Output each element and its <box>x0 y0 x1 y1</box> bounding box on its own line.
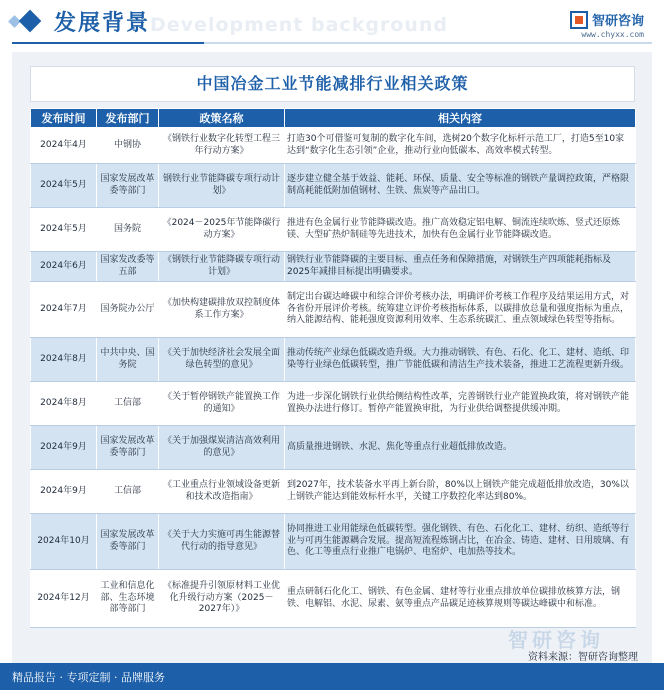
cell-dept: 工信部 <box>97 470 159 514</box>
cell-content: 打造30个可借鉴可复制的数字化车间，选树20个数字化标杆示范工厂，打造5至10家达到“数字化生态引领”企业，推动行业向低碳本、高效率模式转型。 <box>285 128 636 164</box>
cell-policy-name: 《标准提升引领原材料工业优化升级行动方案（2025－2027年）》 <box>159 570 285 628</box>
cell-dept: 国务院办公厅 <box>97 282 159 338</box>
table-row <box>31 252 636 282</box>
content-panel <box>12 52 652 663</box>
cell-policy-name: 《工业重点行业领域设备更新和技术改造指南》 <box>159 470 285 514</box>
table-row <box>31 208 636 252</box>
logo-url[interactable]: www.chyxx.com <box>581 30 644 39</box>
table-header-row <box>31 109 636 128</box>
cell-time: 2024年8月 <box>31 382 97 426</box>
cell-time: 2024年10月 <box>31 514 97 570</box>
column-header-time: 发布时间 <box>31 109 97 128</box>
cell-time: 2024年5月 <box>31 208 97 252</box>
table-row <box>31 164 636 208</box>
logo-name: 智研咨询 <box>591 14 644 29</box>
table-row <box>31 570 636 628</box>
cell-policy-name: 《钢铁行业数字化转型工程三年行动方案》 <box>159 128 285 164</box>
cell-time: 2024年4月 <box>31 128 97 164</box>
policy-table <box>30 108 636 628</box>
page-footer <box>0 663 664 690</box>
diamond-icon <box>19 10 42 33</box>
table-row <box>31 282 636 338</box>
table-title-box <box>30 66 635 102</box>
cell-dept: 国家发展改革委等部门 <box>97 514 159 570</box>
cell-dept: 国家发改委等五部 <box>97 252 159 282</box>
cell-content: 到2027年，技术装备水平再上新台阶，80%以上钢铁产能完成超低排放改造，30%以上钢铁产能达到能效标杆水平，关键工序数控化率达到80%。 <box>285 470 636 514</box>
table-title: 中国冶金工业节能减排行业相关政策 <box>196 74 469 93</box>
cell-content: 推动传统产业绿色低碳改造升级。大力推动钢铁、有色、石化、化工、建材、造纸、印染等行业绿色低碳转型，推广节能低碳和清洁生产技术装备，推进工艺流程更新升级。 <box>285 338 636 382</box>
footer-slogan: 精品报告 · 专项定制 · 品牌服务 <box>12 671 165 684</box>
cell-time: 2024年6月 <box>31 252 97 282</box>
watermark: 智研咨询 <box>508 628 604 652</box>
cell-time: 2024年7月 <box>31 282 97 338</box>
logo-icon <box>570 11 588 29</box>
cell-time: 2024年8月 <box>31 338 97 382</box>
cell-time: 2024年12月 <box>31 570 97 628</box>
table-row <box>31 514 636 570</box>
table-row <box>31 128 636 164</box>
cell-time: 2024年9月 <box>31 426 97 470</box>
cell-time: 2024年5月 <box>31 164 97 208</box>
cell-content: 协同推进工业用能绿色低碳转型。强化钢铁、有色、石化化工、建材、纺织、造纸等行业与可再生能源耦合发展。提高短流程炼钢占比，在冶金、铸造、建材、日用玻璃、有色、化工等重点行业推广电锅炉、电窑炉、电加热等技术。 <box>285 514 636 570</box>
cell-content: 重点研制石化化工、钢铁、有色金属、建材等行业重点排放单位碳排放核算方法，钢铁、电解铝、水泥、尿素、氨等重点产品碳足迹核算规则等碳达峰碳中和标准。 <box>285 570 636 628</box>
cell-policy-name: 《关于加强煤炭清洁高效利用的意见》 <box>159 426 285 470</box>
column-header-name: 政策名称 <box>159 109 285 128</box>
table-row <box>31 470 636 514</box>
cell-dept: 国家发展改革委等部门 <box>97 164 159 208</box>
table-row <box>31 426 636 470</box>
cell-content: 高质量推进钢铁、水泥、焦化等重点行业超低排放改造。 <box>285 426 636 470</box>
cell-policy-name: 《关于大力实施可再生能源替代行动的指导意见》 <box>159 514 285 570</box>
cell-dept: 工信部 <box>97 382 159 426</box>
cell-policy-name: 《钢铁行业节能降碳专项行动计划》 <box>159 252 285 282</box>
section-title: 发展背景 <box>54 11 151 36</box>
cell-policy-name: 《加快构建碳排放双控制度体系工作方案》 <box>159 282 285 338</box>
column-header-content: 相关内容 <box>285 109 636 128</box>
cell-policy-name: 《关于暂停钢铁产能置换工作的通知》 <box>159 382 285 426</box>
cell-policy-name: 《2024－2025年节能降碳行动方案》 <box>159 208 285 252</box>
cell-policy-name: 《关于加快经济社会发展全面绿色转型的意见》 <box>159 338 285 382</box>
cell-content: 钢铁行业节能降碳的主要目标、重点任务和保障措施，对钢铁生产四项能耗指标及2025年减排目标提出明确要求。 <box>285 252 636 282</box>
cell-content: 逐步建立健全基于效益、能耗、环保、质量、安全等标准的钢铁产量调控政策，严格限制高耗能低附加值钢材、生铁、焦炭等产品出口。 <box>285 164 636 208</box>
cell-time: 2024年9月 <box>31 470 97 514</box>
data-source: 资料来源：智研咨询整理 <box>528 652 638 663</box>
page-header <box>0 0 664 52</box>
cell-dept: 中共中央、国务院 <box>97 338 159 382</box>
column-header-dept: 发布部门 <box>97 109 159 128</box>
cell-dept: 工业和信息化部、生态环境部等部门 <box>97 570 159 628</box>
cell-content: 为进一步深化钢铁行业供给侧结构性改革，完善钢铁行业产能置换政策，将对钢铁产能置换办法进行修订。暂停产能置换审批，为行业供给调整提供缓冲期。 <box>285 382 636 426</box>
cell-content: 推进有色金属行业节能降碳改造。推广高效稳定铝电解、铜流连续吹炼、竖式还原炼镁、大型矿热炉制硅等先进技术，加快有色金属行业节能降碳改造。 <box>285 208 636 252</box>
table-row <box>31 382 636 426</box>
cell-dept: 中钢协 <box>97 128 159 164</box>
header-divider <box>12 42 652 44</box>
cell-dept: 国家发展改革委等部门 <box>97 426 159 470</box>
cell-dept: 国务院 <box>97 208 159 252</box>
cell-policy-name: 钢铁行业节能降碳专项行动计划》 <box>159 164 285 208</box>
cell-content: 制定出台碳达峰碳中和综合评价考核办法，明确评价考核工作程序及结果运用方式，对各省份开展评价考核。统筹建立评价考核指标体系，以碳排放总量和强度指标为重点，纳入能源结构、能耗强度资源利用效率、生态系统碳汇、重点领域绿色转型等指标。 <box>285 282 636 338</box>
brand-logo[interactable] <box>570 10 644 29</box>
section-ghost-text: Development background <box>150 14 449 36</box>
table-row <box>31 338 636 382</box>
